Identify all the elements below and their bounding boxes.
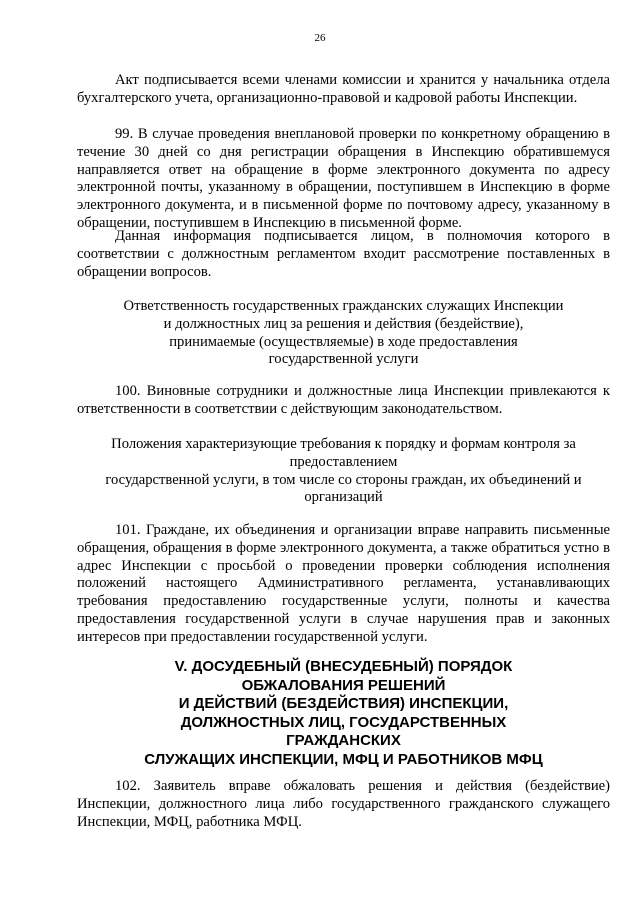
heading-line: государственной услуги — [268, 351, 419, 368]
heading-line: Ответственность государственных гражданских служащих Инспекции — [123, 298, 564, 314]
paragraph-text: 99. В случае проведения внеплановой проверки по конкретному обращению в течение 30 дней со дня регистрации обращения в Инспекцию обратившемуся направляется ответ на обращение в форме электронного документа по адресу электронной почты, указанному в обращении, поступившем в Инспекцию в форме электронного документа, и в письменной форме по почтовому адресу, указанному в обращении, поступившем в Инспекцию в письменной форме. — [77, 126, 610, 231]
section-heading-line: ОБЖАЛОВАНИЯ РЕШЕНИЙ — [241, 676, 446, 694]
section-heading-line: И ДЕЙСТВИЙ (БЕЗДЕЙСТВИЯ) ИНСПЕКЦИИ, — [178, 695, 509, 712]
paragraph-101 — [77, 522, 610, 647]
paragraph-text: Данная информация подписывается лицом, в полномочия которого в соответствии с должностным регламентом входит рассмотрение поставленных в обращении вопросов. — [77, 228, 610, 280]
paragraph-102 — [77, 778, 610, 831]
paragraph-text: Акт подписывается всеми членами комиссии и хранится у начальника отдела бухгалтерского учета, организационно-правовой и кадровой работы Инспекции. — [77, 72, 610, 106]
section-heading-line: СЛУЖАЩИХ ИНСПЕКЦИИ, МФЦ И РАБОТНИКОВ МФЦ — [144, 750, 543, 768]
section-heading-line: V. ДОСУДЕБНЫЙ (ВНЕСУДЕБНЫЙ) ПОРЯДОК — [174, 658, 513, 675]
paragraph-act — [77, 72, 610, 108]
heading-line: организаций — [304, 489, 383, 506]
paragraph-100 — [77, 383, 610, 419]
section-5-heading — [77, 658, 610, 769]
heading-line: Положения характеризующие требования к порядку и формам контроля за — [111, 436, 576, 452]
heading-control — [77, 436, 610, 507]
paragraph-info — [77, 228, 610, 281]
page-number: 26 — [314, 32, 326, 44]
paragraph-text: 100. Виновные сотрудники и должностные лица Инспекции привлекаются к ответственности в соответствии с действующим законодательством. — [77, 383, 610, 417]
paragraph-99 — [77, 126, 610, 233]
section-heading-line: ГРАЖДАНСКИХ — [286, 732, 401, 749]
paragraph-text: 101. Граждане, их объединения и организации вправе направить письменные обращения, обращения в форме электронного документа, а также обратиться устно в адрес Инспекции с просьбой о проведении проверки соблюдения исполнения положений настоящего Административного регламента, устанавливающих требования предоставлению государственные услуги, полноты и качества предоставления государственной услуги в случае нарушения прав и законных интересов при предоставлении государственной услуги. — [77, 522, 610, 645]
section-heading-line: ДОЛЖНОСТНЫХ ЛИЦ, ГОСУДАРСТВЕННЫХ — [180, 713, 507, 731]
paragraph-text: 102. Заявитель вправе обжаловать решения и действия (бездействие) Инспекции, должностного лица либо государственного гражданского служащего Инспекции, МФЦ, работника МФЦ. — [77, 778, 610, 830]
heading-responsibility — [77, 298, 610, 369]
heading-line: предоставлением — [289, 453, 398, 470]
heading-line: и должностных лиц за решения и действия (бездействие), — [163, 315, 524, 332]
heading-line: принимаемые (осуществляемые) в ходе предоставления — [169, 333, 518, 350]
heading-line: государственной услуги, в том числе со стороны граждан, их объединений и — [105, 471, 582, 488]
